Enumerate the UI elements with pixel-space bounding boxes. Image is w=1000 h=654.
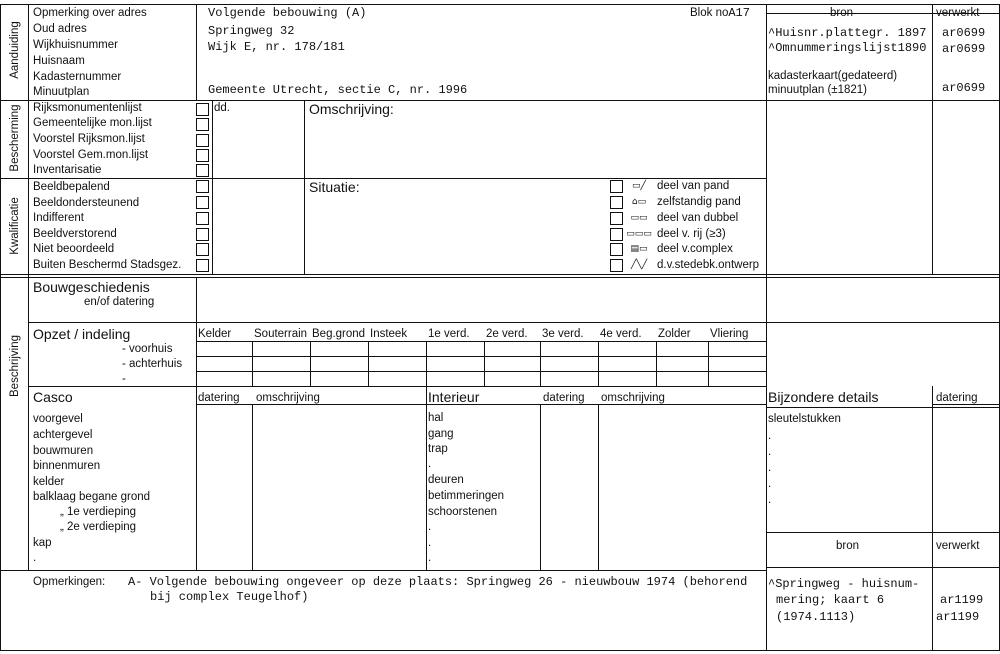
bron2-header: bron	[836, 540, 860, 552]
opzet-col: Beg.grond	[312, 328, 366, 340]
interieur-item: schoorstenen	[428, 506, 498, 518]
bijzondere-datering: datering	[936, 392, 978, 404]
casco-item: balklaag begane grond	[33, 491, 151, 503]
situatie-option: zelfstandig pand	[657, 196, 741, 208]
interieur-item: hal	[428, 412, 444, 424]
verwerkt-item: ar0699	[942, 81, 986, 95]
casco-title: Casco	[33, 389, 73, 405]
opzet-col: Insteek	[370, 328, 408, 340]
checkbox[interactable]	[610, 259, 623, 272]
checkbox[interactable]	[610, 228, 623, 241]
side-label-bescherming: Bescherming	[9, 104, 21, 172]
verwerkt-header: verwerkt	[936, 7, 980, 19]
opzet-col: 1e verd.	[428, 328, 470, 340]
situatie-option: d.v.stedebk.ontwerp	[657, 259, 760, 271]
bescherming-item: Voorstel Gem.mon.lijst	[33, 149, 149, 161]
verwerkt2-item: ar1199	[940, 593, 984, 607]
building-double-icon: ▭▭	[630, 213, 648, 223]
checkbox[interactable]	[196, 103, 209, 116]
casco-item: achtergevel	[33, 429, 93, 441]
building-complex-icon: ▤▭	[630, 244, 648, 254]
bouwgeschiedenis-sub: en/of datering	[84, 296, 155, 308]
opzet-col: 2e verd.	[486, 328, 528, 340]
label-huisnaam: Huisnaam	[33, 55, 85, 67]
side-label-kwalificatie: Kwalificatie	[9, 197, 21, 255]
checkbox[interactable]	[196, 228, 209, 241]
situatie-option: deel v. rij (≥3)	[657, 228, 726, 240]
label-kadasternummer: Kadasternummer	[33, 71, 122, 83]
bron-item: ^Huisnr.plattegr. 1897	[768, 26, 927, 40]
interieur-item: trap	[428, 443, 448, 455]
opzet-row: - voorhuis	[122, 343, 173, 355]
interieur-datering: datering	[543, 392, 585, 404]
dd-label: dd.	[214, 102, 230, 114]
situatie-label: Situatie:	[309, 179, 360, 195]
bescherming-item: Rijksmonumentenlijst	[33, 102, 142, 114]
situatie-option: deel v.complex	[657, 243, 733, 255]
opzet-row: - achterhuis	[122, 358, 183, 370]
label-minuutplan: Minuutplan	[33, 86, 90, 98]
casco-datering: datering	[198, 392, 240, 404]
bescherming-item: Inventarisatie	[33, 164, 102, 176]
kwalificatie-item: Buiten Beschermd Stadsgez.	[33, 259, 182, 271]
blok-value: A17	[728, 6, 750, 20]
label-opmerking-adres: Opmerking over adres	[33, 7, 147, 19]
bron2-item: ^Springweg - huisnum-	[768, 577, 920, 591]
checkbox[interactable]	[196, 164, 209, 177]
omschrijving-label: Omschrijving:	[309, 101, 394, 117]
checkbox[interactable]	[196, 134, 209, 147]
bijzondere-item: .	[768, 446, 772, 458]
interieur-item: .	[428, 521, 432, 533]
checkbox[interactable]	[610, 180, 623, 193]
checkbox[interactable]	[196, 118, 209, 131]
kwalificatie-item: Beeldbepalend	[33, 181, 110, 193]
checkbox[interactable]	[196, 243, 209, 256]
casco-item: bouwmuren	[33, 445, 94, 457]
building-row-icon: ▭▭▭	[626, 229, 652, 239]
bijzondere-item: .	[768, 462, 772, 474]
side-label-beschrijving: Beschrijving	[9, 335, 21, 397]
kwalificatie-item: Beeldondersteunend	[33, 197, 140, 209]
interieur-item: betimmeringen	[428, 490, 505, 502]
opzet-col: Souterrain	[254, 328, 308, 340]
opmerkingen-label: Opmerkingen:	[33, 576, 106, 588]
casco-item: kap	[33, 537, 52, 549]
blok-label: Blok noA17	[690, 6, 750, 20]
bijzondere-item: .	[768, 478, 772, 490]
interieur-title: Interieur	[428, 389, 480, 405]
opmerkingen-line: bij complex Teugelhof)	[150, 590, 309, 604]
interieur-item: .	[428, 537, 432, 549]
label-oud-adres: Oud adres	[33, 23, 87, 35]
checkbox[interactable]	[196, 180, 209, 193]
opmerkingen-line: A- Volgende bebouwing ongeveer op deze plaats: Springweg 26 - nieuwbouw 1974 (behorend	[128, 575, 748, 589]
opzet-row: -	[122, 373, 126, 385]
checkbox[interactable]	[196, 212, 209, 225]
situatie-option: deel van dubbel	[657, 212, 739, 224]
opzet-title: Opzet / indeling	[33, 326, 131, 342]
bescherming-item: Voorstel Rijksmon.lijst	[33, 133, 145, 145]
bron-item: minuutplan (±1821)	[768, 84, 868, 96]
value-wijkhuisnummer: Wijk E, nr. 178/181	[208, 40, 345, 54]
bron-header: bron	[830, 7, 854, 19]
bijzondere-item: .	[768, 494, 772, 506]
verwerkt-item: ar0699	[942, 26, 986, 40]
side-label-aanduiding: Aanduiding	[9, 21, 21, 79]
kwalificatie-item: Niet beoordeeld	[33, 243, 115, 255]
opzet-col: 4e verd.	[600, 328, 642, 340]
casco-item: kelder	[33, 476, 65, 488]
interieur-item: .	[428, 458, 432, 470]
verwerkt-item: ar0699	[942, 42, 986, 56]
opzet-col: Vliering	[710, 328, 749, 340]
interieur-item: .	[428, 552, 432, 564]
checkbox[interactable]	[610, 212, 623, 225]
value-opmerking-adres: Volgende bebouwing (A)	[208, 6, 367, 20]
bijzondere-item: .	[768, 430, 772, 442]
checkbox[interactable]	[610, 243, 623, 256]
kwalificatie-item: Beeldverstorend	[33, 228, 117, 240]
bron2-item: (1974.1113)	[776, 610, 856, 624]
checkbox[interactable]	[610, 196, 623, 209]
opzet-col: Zolder	[658, 328, 691, 340]
casco-item: .	[33, 552, 37, 564]
bijzondere-title: Bijzondere details	[768, 389, 879, 405]
casco-item: voorgevel	[33, 413, 83, 425]
bron-item: kadasterkaart(gedateerd)	[768, 70, 898, 82]
interieur-item: deuren	[428, 474, 464, 486]
building-standalone-icon: ⌂▭	[631, 197, 647, 207]
building-urban-design-icon: ╱╲╱	[630, 260, 648, 270]
casco-item: „ 1e verdieping	[60, 506, 137, 518]
interieur-omschrijving: omschrijving	[601, 392, 665, 404]
checkbox[interactable]	[196, 196, 209, 209]
verwerkt2-header: verwerkt	[936, 540, 980, 552]
casco-item: „ 2e verdieping	[60, 521, 137, 533]
kwalificatie-item: Indifferent	[33, 212, 84, 224]
bescherming-item: Gemeentelijke mon.lijst	[33, 117, 152, 129]
situatie-option: deel van pand	[657, 180, 730, 192]
opzet-col: 3e verd.	[542, 328, 584, 340]
label-wijkhuisnummer: Wijkhuisnummer	[33, 39, 118, 51]
casco-item: binnenmuren	[33, 460, 101, 472]
casco-omschrijving: omschrijving	[256, 392, 320, 404]
checkbox[interactable]	[196, 259, 209, 272]
bron-item: ^Omnummeringslijst1890	[768, 41, 927, 55]
value-oud-adres: Springweg 32	[208, 24, 295, 38]
checkbox[interactable]	[196, 149, 209, 162]
opzet-col: Kelder	[198, 328, 232, 340]
bijzondere-item: sleutelstukken	[768, 413, 841, 425]
bron2-item: mering; kaart 6	[776, 593, 885, 607]
building-part-icon: ▭╱	[632, 181, 646, 191]
value-minuutplan: Gemeente Utrecht, sectie C, nr. 1996	[208, 83, 468, 97]
verwerkt2-item: ar1199	[936, 610, 980, 624]
interieur-item: gang	[428, 428, 454, 440]
bouwgeschiedenis-title: Bouwgeschiedenis	[33, 279, 150, 295]
